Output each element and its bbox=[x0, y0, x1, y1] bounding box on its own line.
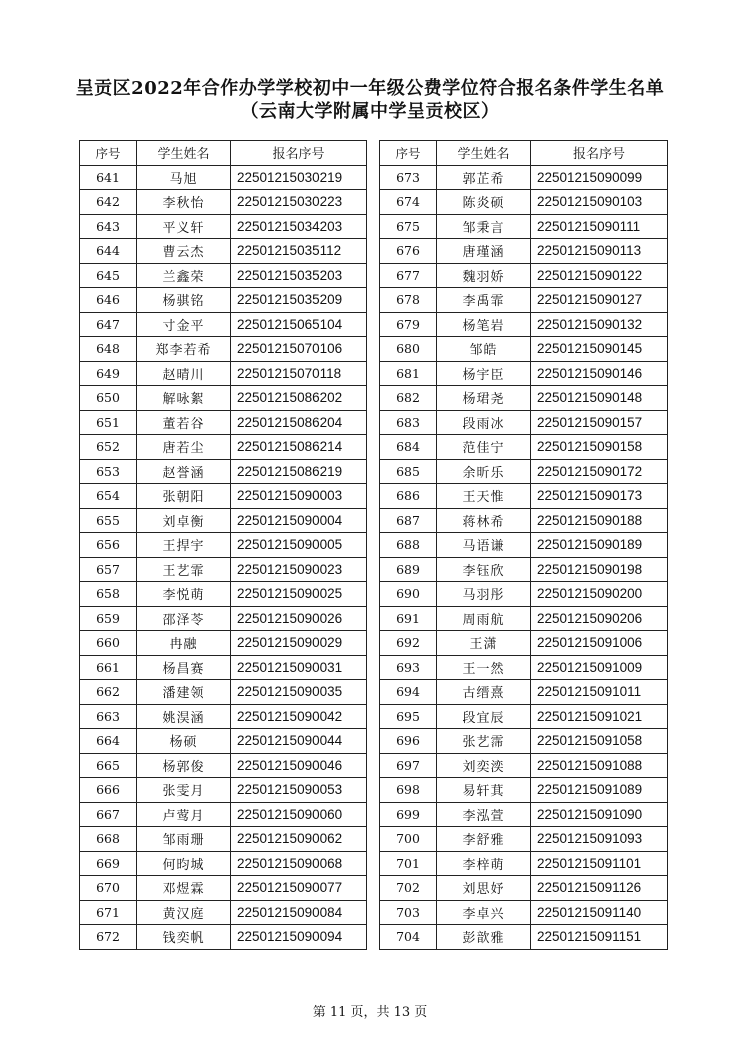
left-student-name-cell: 何昀城 bbox=[137, 851, 231, 876]
table-row bbox=[80, 925, 668, 950]
left-student-name-cell: 赵晴川 bbox=[137, 361, 231, 386]
left-reg-number-cell: 22501215090025 bbox=[231, 582, 367, 607]
left-seq-cell: 650 bbox=[80, 386, 137, 411]
table-row bbox=[80, 606, 668, 631]
right-reg-number-cell: 22501215091058 bbox=[531, 729, 668, 754]
right-seq-cell: 691 bbox=[380, 606, 437, 631]
left-reg-number-cell: 22501215034203 bbox=[231, 214, 367, 239]
right-seq-cell: 695 bbox=[380, 704, 437, 729]
right-seq-cell: 682 bbox=[380, 386, 437, 411]
right-student-name-cell: 李舒雅 bbox=[437, 827, 531, 852]
table-header-row bbox=[80, 141, 668, 166]
left-seq-cell: 648 bbox=[80, 337, 137, 362]
left-reg-number-cell: 22501215090060 bbox=[231, 802, 367, 827]
left-student-name-cell: 刘卓衡 bbox=[137, 508, 231, 533]
right-reg-number-cell: 22501215091021 bbox=[531, 704, 668, 729]
column-gap bbox=[367, 312, 380, 337]
left-reg-number-cell: 22501215090042 bbox=[231, 704, 367, 729]
right-reg-number-cell: 22501215090111 bbox=[531, 214, 668, 239]
left-seq-cell: 671 bbox=[80, 900, 137, 925]
right-reg-number-cell: 22501215091009 bbox=[531, 655, 668, 680]
right-student-name-cell: 杨笔岩 bbox=[437, 312, 531, 337]
right-student-name-cell: 李禹霏 bbox=[437, 288, 531, 313]
left-student-name-cell: 杨骐铭 bbox=[137, 288, 231, 313]
column-gap bbox=[367, 753, 380, 778]
left-reg-number-cell: 22501215090026 bbox=[231, 606, 367, 631]
right-student-name-cell: 李钰欣 bbox=[437, 557, 531, 582]
right-reg-number-cell: 22501215091089 bbox=[531, 778, 668, 803]
left-student-name-cell: 李秋怡 bbox=[137, 190, 231, 215]
right-student-name-cell: 邹秉言 bbox=[437, 214, 531, 239]
left-reg-number-cell: 22501215086219 bbox=[231, 459, 367, 484]
right-student-name-cell: 王天惟 bbox=[437, 484, 531, 509]
column-gap bbox=[367, 288, 380, 313]
table-row bbox=[80, 900, 668, 925]
right-student-name-cell: 刘思妤 bbox=[437, 876, 531, 901]
table-row bbox=[80, 729, 668, 754]
left-seq-cell: 672 bbox=[80, 925, 137, 950]
left-student-name-cell: 董若谷 bbox=[137, 410, 231, 435]
table-row bbox=[80, 386, 668, 411]
table-row bbox=[80, 778, 668, 803]
left-seq-cell: 641 bbox=[80, 165, 137, 190]
column-gap bbox=[367, 533, 380, 558]
column-gap bbox=[367, 900, 380, 925]
column-gap bbox=[367, 778, 380, 803]
left-seq-cell: 659 bbox=[80, 606, 137, 631]
right-reg-number-cell: 22501215090188 bbox=[531, 508, 668, 533]
header-name-right: 学生姓名 bbox=[437, 141, 531, 166]
right-seq-cell: 696 bbox=[380, 729, 437, 754]
left-seq-cell: 667 bbox=[80, 802, 137, 827]
right-seq-cell: 688 bbox=[380, 533, 437, 558]
table-row bbox=[80, 631, 668, 656]
right-seq-cell: 702 bbox=[380, 876, 437, 901]
left-seq-cell: 643 bbox=[80, 214, 137, 239]
table-row bbox=[80, 459, 668, 484]
right-student-name-cell: 范佳宁 bbox=[437, 435, 531, 460]
column-gap bbox=[367, 190, 380, 215]
left-seq-cell: 660 bbox=[80, 631, 137, 656]
table-row bbox=[80, 190, 668, 215]
table-row bbox=[80, 827, 668, 852]
left-reg-number-cell: 22501215090053 bbox=[231, 778, 367, 803]
right-reg-number-cell: 22501215090127 bbox=[531, 288, 668, 313]
left-reg-number-cell: 22501215065104 bbox=[231, 312, 367, 337]
left-seq-cell: 668 bbox=[80, 827, 137, 852]
left-seq-cell: 647 bbox=[80, 312, 137, 337]
left-seq-cell: 661 bbox=[80, 655, 137, 680]
right-reg-number-cell: 22501215090200 bbox=[531, 582, 668, 607]
left-reg-number-cell: 22501215035112 bbox=[231, 239, 367, 264]
document-subtitle: （云南大学附属中学呈贡校区） bbox=[240, 101, 500, 122]
left-seq-cell: 653 bbox=[80, 459, 137, 484]
right-student-name-cell: 邹皓 bbox=[437, 337, 531, 362]
column-gap bbox=[367, 802, 380, 827]
column-gap bbox=[367, 459, 380, 484]
column-gap bbox=[367, 631, 380, 656]
left-reg-number-cell: 22501215090094 bbox=[231, 925, 367, 950]
right-student-name-cell: 段雨冰 bbox=[437, 410, 531, 435]
right-reg-number-cell: 22501215090122 bbox=[531, 263, 668, 288]
table-row bbox=[80, 435, 668, 460]
left-reg-number-cell: 22501215090023 bbox=[231, 557, 367, 582]
right-reg-number-cell: 22501215090189 bbox=[531, 533, 668, 558]
right-seq-cell: 673 bbox=[380, 165, 437, 190]
column-gap bbox=[367, 729, 380, 754]
right-student-name-cell: 李卓兴 bbox=[437, 900, 531, 925]
page-footer: 第 11 页，共 13 页 bbox=[312, 1005, 428, 1020]
left-student-name-cell: 寸金平 bbox=[137, 312, 231, 337]
column-gap bbox=[367, 655, 380, 680]
column-gap bbox=[367, 239, 380, 264]
left-student-name-cell: 邓煜霖 bbox=[137, 876, 231, 901]
right-seq-cell: 681 bbox=[380, 361, 437, 386]
column-gap bbox=[367, 410, 380, 435]
column-gap bbox=[367, 435, 380, 460]
right-reg-number-cell: 22501215090099 bbox=[531, 165, 668, 190]
column-gap bbox=[367, 680, 380, 705]
right-seq-cell: 677 bbox=[380, 263, 437, 288]
right-reg-number-cell: 22501215090103 bbox=[531, 190, 668, 215]
left-reg-number-cell: 22501215030219 bbox=[231, 165, 367, 190]
left-seq-cell: 669 bbox=[80, 851, 137, 876]
right-reg-number-cell: 22501215090172 bbox=[531, 459, 668, 484]
left-seq-cell: 662 bbox=[80, 680, 137, 705]
left-seq-cell: 663 bbox=[80, 704, 137, 729]
header-seq-right: 序号 bbox=[380, 141, 437, 166]
table-row bbox=[80, 851, 668, 876]
right-seq-cell: 686 bbox=[380, 484, 437, 509]
left-reg-number-cell: 22501215035209 bbox=[231, 288, 367, 313]
right-reg-number-cell: 22501215090157 bbox=[531, 410, 668, 435]
right-student-name-cell: 彭歆雅 bbox=[437, 925, 531, 950]
right-student-name-cell: 段宜辰 bbox=[437, 704, 531, 729]
left-student-name-cell: 杨昌赛 bbox=[137, 655, 231, 680]
column-gap bbox=[367, 337, 380, 362]
left-reg-number-cell: 22501215090005 bbox=[231, 533, 367, 558]
right-reg-number-cell: 22501215091151 bbox=[531, 925, 668, 950]
right-student-name-cell: 马语谦 bbox=[437, 533, 531, 558]
column-gap bbox=[367, 851, 380, 876]
left-reg-number-cell: 22501215090044 bbox=[231, 729, 367, 754]
right-reg-number-cell: 22501215090198 bbox=[531, 557, 668, 582]
right-student-name-cell: 杨珺尧 bbox=[437, 386, 531, 411]
table-row bbox=[80, 582, 668, 607]
column-gap bbox=[367, 361, 380, 386]
left-student-name-cell: 黄汉庭 bbox=[137, 900, 231, 925]
right-reg-number-cell: 22501215090132 bbox=[531, 312, 668, 337]
left-reg-number-cell: 22501215035203 bbox=[231, 263, 367, 288]
column-gap bbox=[367, 141, 380, 166]
right-reg-number-cell: 22501215090145 bbox=[531, 337, 668, 362]
left-reg-number-cell: 22501215090046 bbox=[231, 753, 367, 778]
right-seq-cell: 674 bbox=[380, 190, 437, 215]
left-student-name-cell: 马旭 bbox=[137, 165, 231, 190]
right-seq-cell: 684 bbox=[380, 435, 437, 460]
table-row bbox=[80, 557, 668, 582]
right-student-name-cell: 蒋林希 bbox=[437, 508, 531, 533]
left-reg-number-cell: 22501215086204 bbox=[231, 410, 367, 435]
table-row bbox=[80, 533, 668, 558]
left-seq-cell: 651 bbox=[80, 410, 137, 435]
right-reg-number-cell: 22501215090148 bbox=[531, 386, 668, 411]
column-gap bbox=[367, 165, 380, 190]
right-student-name-cell: 刘奕湙 bbox=[437, 753, 531, 778]
left-student-name-cell: 平义轩 bbox=[137, 214, 231, 239]
table-row bbox=[80, 239, 668, 264]
column-gap bbox=[367, 606, 380, 631]
left-seq-cell: 670 bbox=[80, 876, 137, 901]
table-row bbox=[80, 214, 668, 239]
right-student-name-cell: 杨宇臣 bbox=[437, 361, 531, 386]
right-reg-number-cell: 22501215090206 bbox=[531, 606, 668, 631]
right-seq-cell: 678 bbox=[380, 288, 437, 313]
right-student-name-cell: 王潇 bbox=[437, 631, 531, 656]
left-reg-number-cell: 22501215090029 bbox=[231, 631, 367, 656]
right-student-name-cell: 易轩萁 bbox=[437, 778, 531, 803]
left-student-name-cell: 卢莺月 bbox=[137, 802, 231, 827]
left-student-name-cell: 赵誉涵 bbox=[137, 459, 231, 484]
right-seq-cell: 690 bbox=[380, 582, 437, 607]
right-seq-cell: 704 bbox=[380, 925, 437, 950]
column-gap bbox=[367, 263, 380, 288]
right-seq-cell: 700 bbox=[380, 827, 437, 852]
right-seq-cell: 689 bbox=[380, 557, 437, 582]
right-seq-cell: 699 bbox=[380, 802, 437, 827]
student-roster-table bbox=[79, 140, 668, 950]
right-seq-cell: 676 bbox=[380, 239, 437, 264]
right-student-name-cell: 魏羽娇 bbox=[437, 263, 531, 288]
right-student-name-cell: 郭芷希 bbox=[437, 165, 531, 190]
header-reg-left: 报名序号 bbox=[231, 141, 367, 166]
left-reg-number-cell: 22501215086214 bbox=[231, 435, 367, 460]
column-gap bbox=[367, 925, 380, 950]
left-seq-cell: 658 bbox=[80, 582, 137, 607]
table-row bbox=[80, 802, 668, 827]
right-student-name-cell: 余昕乐 bbox=[437, 459, 531, 484]
right-seq-cell: 687 bbox=[380, 508, 437, 533]
right-seq-cell: 683 bbox=[380, 410, 437, 435]
header-name-left: 学生姓名 bbox=[137, 141, 231, 166]
right-seq-cell: 701 bbox=[380, 851, 437, 876]
left-student-name-cell: 李悦萌 bbox=[137, 582, 231, 607]
table-row bbox=[80, 655, 668, 680]
left-student-name-cell: 唐若尘 bbox=[137, 435, 231, 460]
right-student-name-cell: 李泓萱 bbox=[437, 802, 531, 827]
column-gap bbox=[367, 214, 380, 239]
left-reg-number-cell: 22501215090004 bbox=[231, 508, 367, 533]
left-seq-cell: 654 bbox=[80, 484, 137, 509]
left-reg-number-cell: 22501215090062 bbox=[231, 827, 367, 852]
left-seq-cell: 665 bbox=[80, 753, 137, 778]
right-seq-cell: 679 bbox=[380, 312, 437, 337]
left-seq-cell: 655 bbox=[80, 508, 137, 533]
left-seq-cell: 646 bbox=[80, 288, 137, 313]
right-student-name-cell: 周雨航 bbox=[437, 606, 531, 631]
right-student-name-cell: 李梓萌 bbox=[437, 851, 531, 876]
column-gap bbox=[367, 876, 380, 901]
left-student-name-cell: 钱奕帆 bbox=[137, 925, 231, 950]
right-seq-cell: 694 bbox=[380, 680, 437, 705]
right-student-name-cell: 唐瑾涵 bbox=[437, 239, 531, 264]
left-seq-cell: 656 bbox=[80, 533, 137, 558]
right-student-name-cell: 古缙熹 bbox=[437, 680, 531, 705]
left-student-name-cell: 郑李若希 bbox=[137, 337, 231, 362]
table-row bbox=[80, 312, 668, 337]
column-gap bbox=[367, 386, 380, 411]
left-seq-cell: 645 bbox=[80, 263, 137, 288]
left-seq-cell: 642 bbox=[80, 190, 137, 215]
right-student-name-cell: 陈炎硕 bbox=[437, 190, 531, 215]
left-student-name-cell: 曹云杰 bbox=[137, 239, 231, 264]
right-seq-cell: 697 bbox=[380, 753, 437, 778]
right-student-name-cell: 张艺霈 bbox=[437, 729, 531, 754]
left-seq-cell: 664 bbox=[80, 729, 137, 754]
column-gap bbox=[367, 484, 380, 509]
table-row bbox=[80, 165, 668, 190]
left-student-name-cell: 张雯月 bbox=[137, 778, 231, 803]
document-title: 呈贡区2022年合作办学学校初中一年级公费学位符合报名条件学生名单 bbox=[75, 78, 665, 99]
left-student-name-cell: 张朝阳 bbox=[137, 484, 231, 509]
left-student-name-cell: 潘建领 bbox=[137, 680, 231, 705]
left-student-name-cell: 邵泽苓 bbox=[137, 606, 231, 631]
left-reg-number-cell: 22501215070118 bbox=[231, 361, 367, 386]
right-reg-number-cell: 22501215091006 bbox=[531, 631, 668, 656]
left-seq-cell: 657 bbox=[80, 557, 137, 582]
right-reg-number-cell: 22501215090158 bbox=[531, 435, 668, 460]
right-reg-number-cell: 22501215090173 bbox=[531, 484, 668, 509]
left-student-name-cell: 解咏絮 bbox=[137, 386, 231, 411]
column-gap bbox=[367, 557, 380, 582]
column-gap bbox=[367, 508, 380, 533]
right-reg-number-cell: 22501215090113 bbox=[531, 239, 668, 264]
header-seq-left: 序号 bbox=[80, 141, 137, 166]
table-row bbox=[80, 680, 668, 705]
left-reg-number-cell: 22501215090077 bbox=[231, 876, 367, 901]
column-gap bbox=[367, 582, 380, 607]
left-student-name-cell: 邹雨珊 bbox=[137, 827, 231, 852]
right-reg-number-cell: 22501215091101 bbox=[531, 851, 668, 876]
table-row bbox=[80, 288, 668, 313]
table-row bbox=[80, 410, 668, 435]
left-reg-number-cell: 22501215030223 bbox=[231, 190, 367, 215]
right-reg-number-cell: 22501215090146 bbox=[531, 361, 668, 386]
left-student-name-cell: 兰鑫荣 bbox=[137, 263, 231, 288]
left-student-name-cell: 冉融 bbox=[137, 631, 231, 656]
table-row bbox=[80, 337, 668, 362]
right-reg-number-cell: 22501215091088 bbox=[531, 753, 668, 778]
right-reg-number-cell: 22501215091126 bbox=[531, 876, 668, 901]
right-seq-cell: 675 bbox=[380, 214, 437, 239]
left-reg-number-cell: 22501215090068 bbox=[231, 851, 367, 876]
right-seq-cell: 698 bbox=[380, 778, 437, 803]
table-row bbox=[80, 753, 668, 778]
left-reg-number-cell: 22501215090035 bbox=[231, 680, 367, 705]
left-student-name-cell: 杨硕 bbox=[137, 729, 231, 754]
left-reg-number-cell: 22501215086202 bbox=[231, 386, 367, 411]
right-seq-cell: 693 bbox=[380, 655, 437, 680]
table-row bbox=[80, 508, 668, 533]
right-student-name-cell: 马羽彤 bbox=[437, 582, 531, 607]
right-student-name-cell: 王一然 bbox=[437, 655, 531, 680]
table-body bbox=[80, 165, 668, 949]
left-seq-cell: 649 bbox=[80, 361, 137, 386]
table-row bbox=[80, 704, 668, 729]
column-gap bbox=[367, 704, 380, 729]
column-gap bbox=[367, 827, 380, 852]
left-student-name-cell: 王艺霏 bbox=[137, 557, 231, 582]
right-seq-cell: 703 bbox=[380, 900, 437, 925]
table-row bbox=[80, 361, 668, 386]
left-reg-number-cell: 22501215090031 bbox=[231, 655, 367, 680]
left-seq-cell: 666 bbox=[80, 778, 137, 803]
left-reg-number-cell: 22501215070106 bbox=[231, 337, 367, 362]
right-reg-number-cell: 22501215091093 bbox=[531, 827, 668, 852]
right-seq-cell: 685 bbox=[380, 459, 437, 484]
left-reg-number-cell: 22501215090084 bbox=[231, 900, 367, 925]
right-seq-cell: 680 bbox=[380, 337, 437, 362]
table-row bbox=[80, 876, 668, 901]
header-reg-right: 报名序号 bbox=[531, 141, 668, 166]
left-seq-cell: 652 bbox=[80, 435, 137, 460]
left-reg-number-cell: 22501215090003 bbox=[231, 484, 367, 509]
table-row bbox=[80, 484, 668, 509]
right-reg-number-cell: 22501215091140 bbox=[531, 900, 668, 925]
left-student-name-cell: 王捍宇 bbox=[137, 533, 231, 558]
left-student-name-cell: 姚淏涵 bbox=[137, 704, 231, 729]
right-seq-cell: 692 bbox=[380, 631, 437, 656]
right-reg-number-cell: 22501215091011 bbox=[531, 680, 668, 705]
right-reg-number-cell: 22501215091090 bbox=[531, 802, 668, 827]
left-seq-cell: 644 bbox=[80, 239, 137, 264]
table-row bbox=[80, 263, 668, 288]
left-student-name-cell: 杨郭俊 bbox=[137, 753, 231, 778]
